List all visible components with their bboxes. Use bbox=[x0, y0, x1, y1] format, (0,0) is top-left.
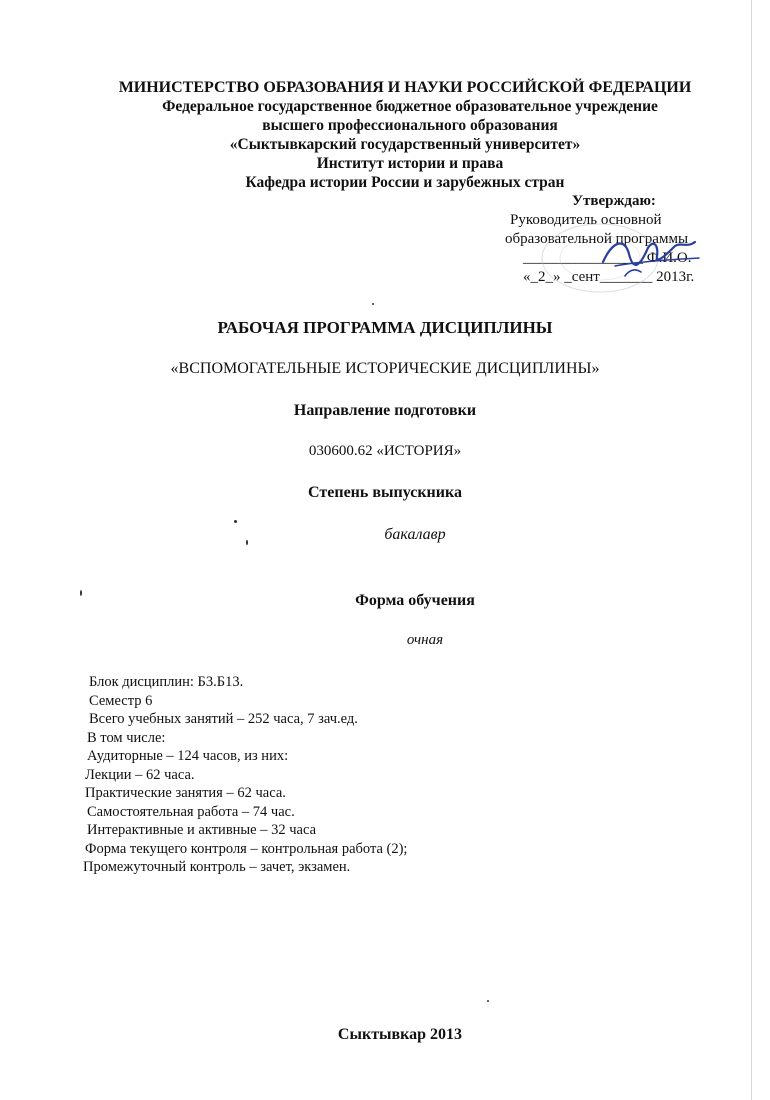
program-title: РАБОЧАЯ ПРОГРАММА ДИСЦИПЛИНЫ bbox=[217, 318, 553, 337]
study-form-value: очная bbox=[406, 632, 444, 648]
direction-label: Направление подготовки bbox=[293, 402, 477, 419]
scan-speck bbox=[234, 520, 237, 523]
scan-speck bbox=[372, 303, 374, 305]
study-form-label: Форма обучения bbox=[355, 592, 475, 609]
detail-line: Семестр 6 bbox=[89, 692, 153, 709]
detail-line: Интерактивные и активные – 32 часа bbox=[87, 822, 317, 838]
detail-line: Самостоятельная работа – 74 час. bbox=[87, 803, 295, 820]
detail-line: В том числе: bbox=[87, 729, 166, 746]
approval-program-line: образовательной программы bbox=[505, 231, 689, 247]
scan-speck bbox=[246, 540, 248, 545]
approval-role-line: Руководитель основной bbox=[510, 212, 662, 228]
detail-line: Всего учебных занятий – 252 часа, 7 зач.ед. bbox=[89, 711, 358, 727]
course-details bbox=[85, 673, 407, 877]
approval-title: Утверждаю: bbox=[572, 193, 656, 209]
degree-value: бакалавр bbox=[384, 526, 446, 543]
direction-value: 030600.62 «ИСТОРИЯ» bbox=[308, 443, 462, 459]
detail-line: Лекции – 62 часа. bbox=[85, 766, 195, 783]
detail-line: Аудиторные – 124 часов, из них: bbox=[87, 748, 289, 764]
institute-line: Институт истории и права bbox=[316, 155, 504, 172]
detail-line: Форма текущего контроля – контрольная работа (2); bbox=[85, 840, 408, 857]
detail-line: Промежуточный контроль – зачет, экзамен. bbox=[83, 859, 351, 875]
approval-block bbox=[505, 192, 745, 287]
ministry-line: МИНИСТЕРСТВО ОБРАЗОВАНИЯ И НАУКИ РОССИЙСКОЙ ФЕДЕРАЦИИ bbox=[118, 79, 692, 96]
department-line: Кафедра истории России и зарубежных стран bbox=[245, 174, 565, 191]
institution-type-line: Федеральное государственное бюджетное образовательное учреждение bbox=[162, 98, 658, 115]
discipline-name: «ВСПОМОГАТЕЛЬНЫЕ ИСТОРИЧЕСКИЕ ДИСЦИПЛИНЫ» bbox=[170, 360, 600, 377]
detail-line: Практические занятия – 62 часа. bbox=[85, 785, 286, 801]
signature-icon bbox=[595, 232, 705, 278]
scan-speck bbox=[487, 1000, 489, 1002]
university-name-line: «Сыктывкарский государственный университет» bbox=[229, 136, 581, 153]
approval-date-line: «_2_» _сент_______ 2013г. bbox=[523, 269, 695, 285]
degree-label: Степень выпускника bbox=[308, 484, 462, 501]
scan-speck bbox=[80, 590, 82, 596]
city-year: Сыктывкар 2013 bbox=[337, 1026, 463, 1043]
detail-line: Блок дисциплин: Б3.Б13. bbox=[89, 674, 244, 690]
education-level-line: высшего профессионального образования bbox=[262, 117, 558, 134]
header-block bbox=[0, 78, 770, 192]
approval-name-line: ________________ Ф.И.О. bbox=[523, 250, 692, 266]
